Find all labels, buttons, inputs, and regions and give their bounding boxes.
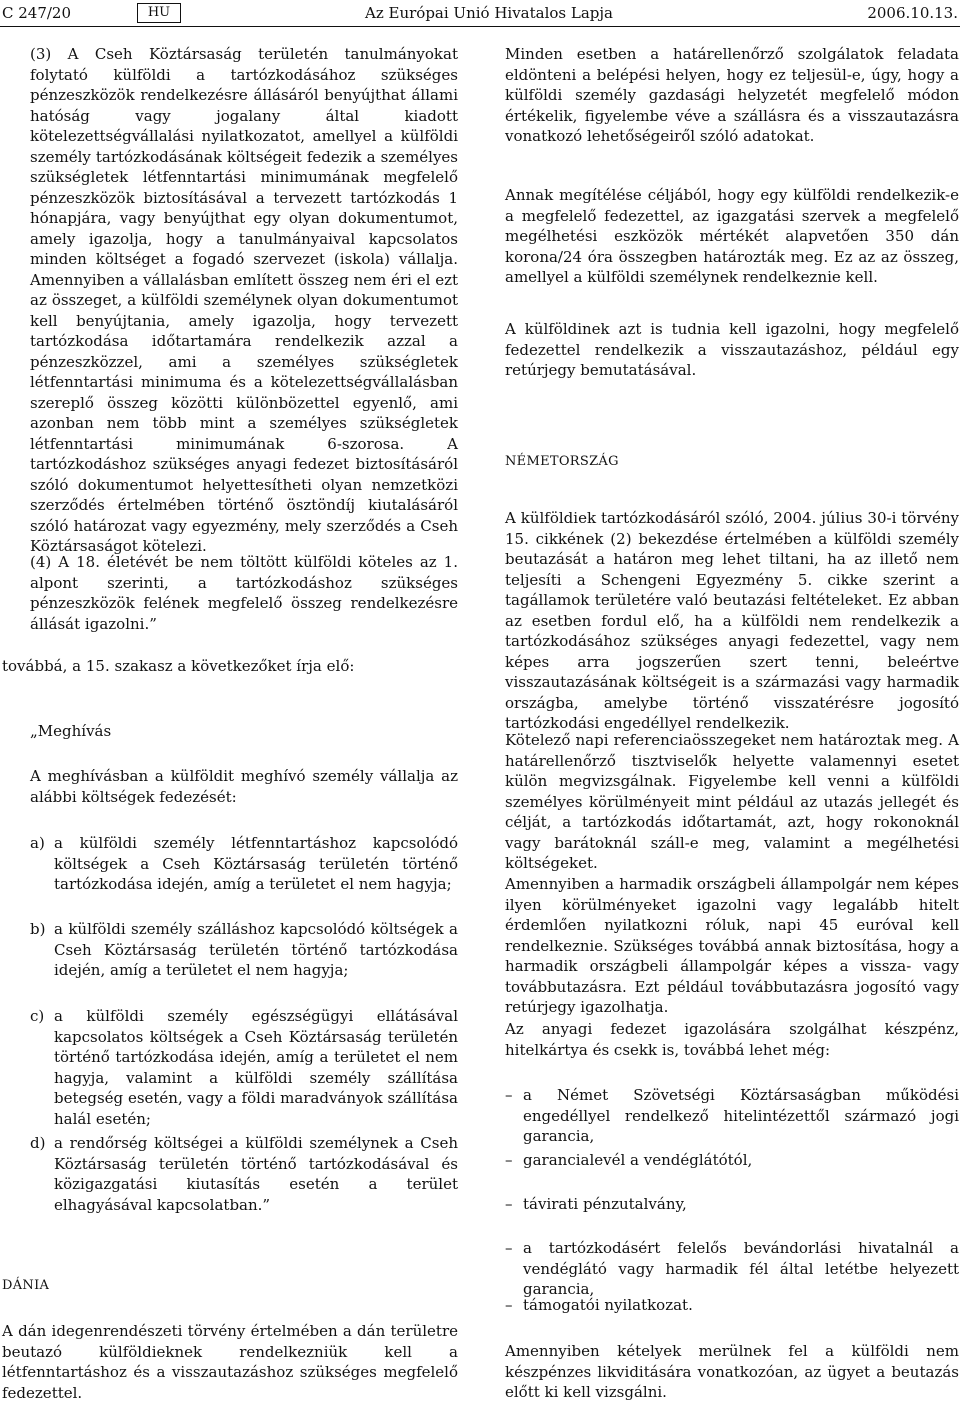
item-marker: – (505, 1151, 513, 1169)
right-paragraph-5: Kötelező napi referenciaösszegeket nem határoztak meg. A határellenőrző tisztviselők helyette valamennyi esetet külön megvizsgálnak. Figyelembe kell venni a külföldi személyes körülményeit mint például az utazás jellegét és célját, a tartózkodás időtartamát, azt, hogy rokonoknál vagy barátoknál száll-e meg, valamint a megélhetési költségeket. (505, 731, 959, 872)
denmark-paragraph: A dán idegenrendészeti törvény értelmében a dán területre beutazó külföldieknek rendelkezniük kell a létfenntartáshoz és a visszautazáshoz szükséges megfelelő fedezettel. (2, 1322, 458, 1402)
paragraph-3: (3) A Cseh Köztársaság területén tanulmányokat folytató külföldi a tartózkodásához szükséges pénzeszközök rendelkezésre állásáról benyújthat állami hatóság vagy jogalany által kiadott kötelezettségvállalási nyilatkozatot, amellyel a külföldi személy tartózkodásának költségeit fedezik a személyes szükségletek létfenntartási minimumának megfelelő pénzeszközök biztosításával a tervezett tartózkodás 1 hónapjára, vagy benyújthat egy olyan dokumentumot, amely igazolja, hogy a tanulmányaival kapcsolatos minden költséget a fogadó szervezet (iskola) vállalja. Amennyiben a vállalásban említett összeg nem éri el ezt az összeget, a külföldi személynek olyan dokumentumot kell benyújtania, amely igazolja, hogy tervezett tartózkodása időtartamára rendelkezik azzal a pénzeszközzel, ami a személyes szükségletek létfenntartási minimuma és a kötelezettségvállalásban szereplő összeg közötti különbözettel egyenlő, ami azonban nem több mint a személyes szükségletek létfenntartási minimumának 6-szorosa. A tartózkodáshoz szükséges anyagi fedezet biztosításáról szóló dokumentumot helyettesítheti olyan nemzetközi szerződés értelmében történő ösztöndíj kiutalásáról szóló határozat vagy egyezmény, mely szerződés a Cseh Köztársaságot kötelezi. (30, 45, 458, 555)
publication-date: 2006.10.13. (867, 4, 958, 22)
item-marker: d) (30, 1134, 46, 1152)
journal-reference: C 247/20 (2, 4, 72, 22)
item-marker: – (505, 1086, 513, 1104)
section-label-germany: NÉMETORSZÁG (505, 454, 619, 469)
section-label-denmark: DÁNIA (2, 1278, 50, 1293)
right-paragraph-2: Annak megítélése céljából, hogy egy külföldi rendelkezik-e a megfelelő fedezettel, az igazgatási szervek a megfelelő megélhetési eszközök mértékét alapvetően 350 dán korona/24 óra összegben határozták meg. Ez az az összeg, amellyel a külföldi személynek rendelkeznie kell. (505, 186, 959, 286)
item-text: támogatói nyilatkozat. (523, 1296, 693, 1314)
page-header (0, 0, 960, 27)
right-paragraph-3: A külföldinek azt is tudnia kell igazolni, hogy megfelelő fedezettel rendelkezik a visszautazáshoz, például egy retúrjegy bemutatásával. (505, 320, 959, 379)
paragraph-4: (4) A 18. életévét be nem töltött külföldi köteles az 1. alpont szerinti, a tartózkodáshoz szükséges pénzeszközök felének megfelelő összeg rendelkezésre állását igazolni.” (30, 553, 458, 633)
item-marker: – (505, 1239, 513, 1257)
item-marker: – (505, 1195, 513, 1213)
item-text: a külföldi személy egészségügyi ellátásával kapcsolatos költségek a Cseh Köztársaság területén történő tartózkodása idején, amíg a területet el nem hagyja, valamint a külföldi személy szállítása betegség esetén, vagy a földi maradványok szállítása halál esetén; (54, 1007, 458, 1128)
item-text: a rendőrség költségei a külföldi személynek a Cseh Köztársaság területén történő tartózkodásával és közigazgatási kiutasítás esetén a terület elhagyásával kapcsolatban.” (54, 1134, 458, 1214)
invitation-title: „Meghívás (30, 722, 112, 740)
item-text: a külföldi személy szálláshoz kapcsolódó költségek a Cseh Köztársaság területén történő tartózkodása idején, amíg a területet el nem hagyja; (54, 920, 458, 979)
right-paragraph-4: A külföldiek tartózkodásáról szóló, 2004. július 30-i törvény 15. cikkének (2) bekezdése értelmében a külföldi személy beutazását a határon meg lehet tiltani, ha az illető nem teljesíti a Schengeni Egyezmény 5. cikke szerint a tagállamok területére való beutazási feltételeket. Ez abban az esetben fordul elő, ha a külföldi nem rendelkezik a tartózkodásához szükséges anyagi fedezettel, vagy nem képes arra jogszerűen szert tenni, beleértve visszautazásának költségeit is a származási vagy harmadik országba, amelybe történő visszatérésre jogosító tartózkodási engedéllyel rendelkezik. (505, 509, 959, 732)
item-text: a tartózkodásért felelős bevándorlási hivatalnál a vendéglátó vagy harmadik fél által letétbe helyezett garancia, (523, 1239, 959, 1298)
item-marker: b) (30, 920, 46, 938)
right-paragraph-1: Minden esetben a határellenőrző szolgálatok feladata eldönteni a belépési helyen, hogy ez teljesül-e, úgy, hogy a külföldi személy gazdasági helyzetét megfelelő módon értékelik, figyelembe véve a szállásra és a visszautazásra vonatkozó lehetőségeiről szóló adatokat. (505, 45, 959, 145)
item-text: a Német Szövetségi Köztársaságban működési engedéllyel rendelkező hitelintézettől származó jogi garancia, (523, 1086, 959, 1145)
item-marker: c) (30, 1007, 45, 1025)
right-paragraph-6: Amennyiben a harmadik országbeli állampolgár nem képes ilyen körülményeket igazolni vagy legalább hitelt érdemlően nyilatkozni róluk, napi 45 euróval kell rendelkeznie. Szükséges továbbá annak biztosítása, hogy a harmadik országbeli állampolgár képes a vissza- vagy továbbutazásra. Ezt például továbbutazásra jogosító vagy retúrjegy igazolhatja. (505, 875, 959, 1016)
language-badge: HU (137, 3, 181, 23)
right-paragraph-8: Amennyiben kételyek merülnek fel a külföldi nem készpénzes likviditására vonatkozóan, az ügyet a beutazás előtt ki kell vizsgálni. (505, 1342, 959, 1401)
right-paragraph-7: Az anyagi fedezet igazolására szolgálhat készpénz, hitelkártya és csekk is, továbbá lehet még: (505, 1020, 959, 1059)
journal-title: Az Európai Unió Hivatalos Lapja (365, 4, 613, 22)
item-marker: a) (30, 834, 45, 852)
further-provisions: továbbá, a 15. szakasz a következőket írja elő: (2, 657, 355, 675)
item-text: garancialevél a vendéglátótól, (523, 1151, 753, 1169)
invitation-intro: A meghívásban a külföldit meghívó személy vállalja az alábbi költségek fedezését: (30, 767, 458, 806)
item-marker: – (505, 1296, 513, 1314)
item-text: a külföldi személy létfenntartáshoz kapcsolódó költségek a Cseh Köztársaság területén történő tartózkodása idején, amíg a területet el nem hagyja; (54, 834, 458, 893)
item-text: távirati pénzutalvány, (523, 1195, 687, 1213)
